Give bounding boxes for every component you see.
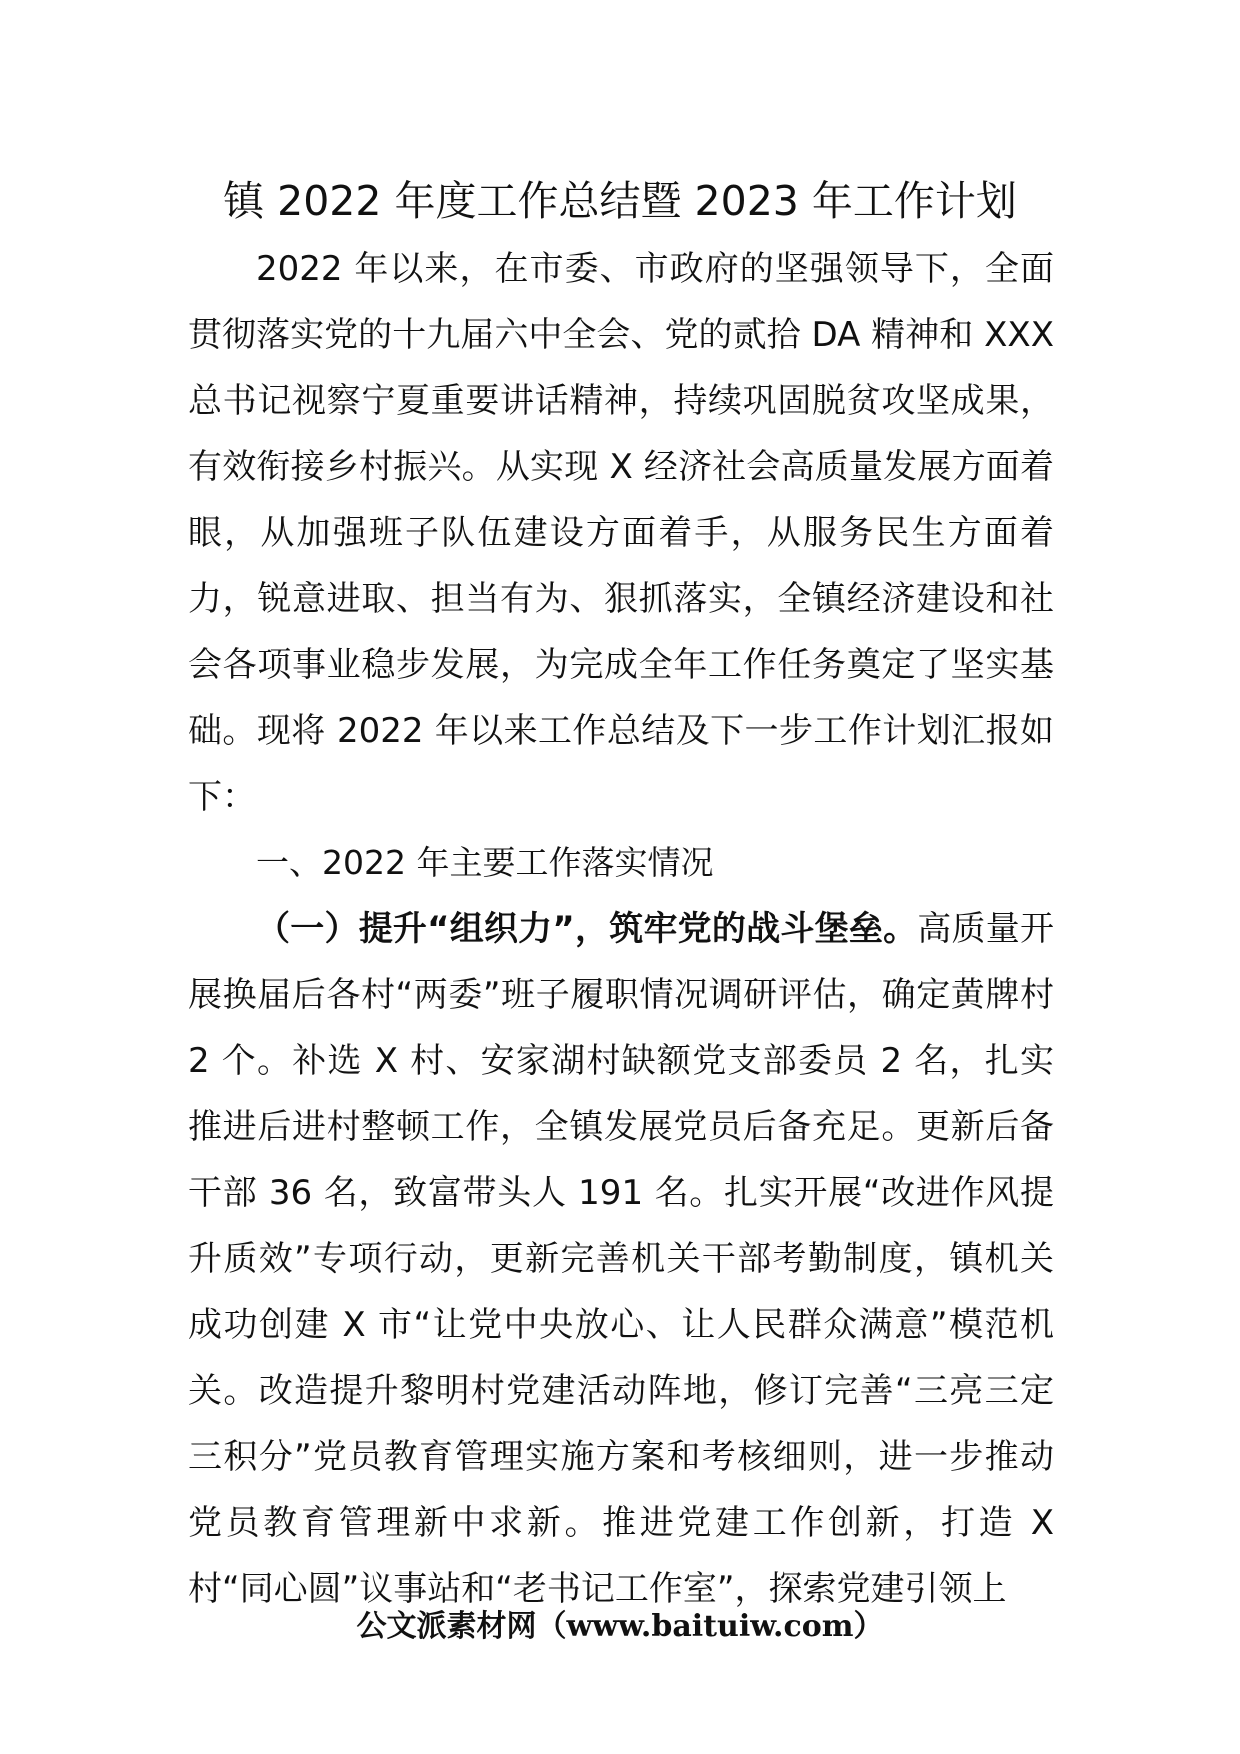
document-title: 镇 2022 年度工作总结暨 2023 年工作计划 (223, 177, 1017, 225)
subsection-lead: （一）提升“组织力”，筑牢党的战斗堡垒。 (256, 909, 918, 949)
document-body (188, 236, 1054, 1622)
intro-paragraph: 2022 年以来，在市委、市政府的坚强领导下，全面贯彻落实党的十九届六中全会、党的贰拾 DA 精神和 XXX 总书记视察宁夏重要讲话精神，持续巩固脱贫攻坚成果，有效衔接乡村振兴。从实现 X 经济社会高质量发展方面着眼，从加强班子队伍建设方面着手，从服务民生方面着力，锐意进取、担当有为、狠抓落实，全镇经济建设和社会各项事业稳步发展，为完成全年工作任务奠定了坚实基础。现将 2022 年以来工作总结及下一步工作计划汇报如下： (188, 249, 1054, 817)
footer-watermark: 公文派素材网（www.baituiw.com） (356, 1609, 884, 1644)
section-heading: 一、2022 年主要工作落实情况 (256, 843, 714, 882)
subsection-text: 高质量开展换届后各村“两委”班子履职情况调研评估，确定黄牌村 2 个。补选 X 村、安家湖村缺额党支部委员 2 名，扎实推进后进村整顿工作，全镇发展党员后备充足。更新后备干部 36 名，致富带头人 191 名。扎实开展“改进作风提升质效”专项行动，更新完善机关干部考勤制度，镇机关成功创建 X 市“让党中央放心、让人民群众满意”模范机关。改造提升黎明村党建活动阵地，修订完善“三亮三定三积分”党员教育管理实施方案和考核细则，进一步推动党员教育管理新中求新。推进党建工作创新，打造 X 村“同心圆”议事站和“老书记工作室”，探索党建引领上 (188, 909, 1054, 1609)
subsection-paragraph (188, 896, 1054, 1622)
